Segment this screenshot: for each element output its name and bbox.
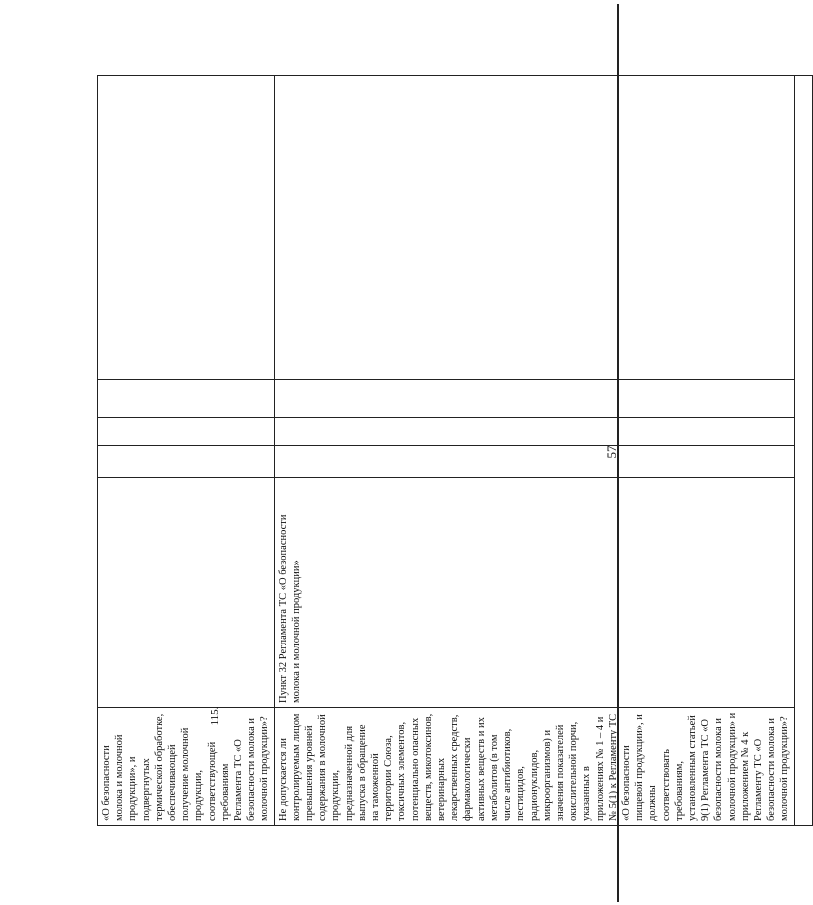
answer-na-cell (274, 380, 794, 418)
row-number-strip (794, 76, 812, 826)
answer-no-cell (274, 418, 794, 446)
question-text: «О безопасности молока и молочной продукции», и подвергнутых термической обработке, обеспечивающей получение молочной продукции, соответствующей требованиям Регламента ТС «О безопасности молока и молочной продукции»? (101, 713, 271, 821)
row-number-115: 115. (209, 706, 221, 726)
notes-cell (98, 76, 275, 380)
number-strip-cell (794, 76, 812, 826)
question-cell (98, 708, 275, 826)
answer-yes-cell (274, 446, 794, 478)
answer-no-cell (98, 418, 275, 446)
table-row-continuation (98, 76, 275, 826)
notes-cell (274, 76, 794, 380)
page-number: 57 (604, 445, 619, 459)
reference-cell (274, 478, 794, 708)
answer-na-cell (98, 380, 275, 418)
checklist-table (97, 75, 813, 826)
question-text: Не допускается ли контролируемым лицом превышения уровней содержания в молочной продукции, предназначенной для выпуска в обращение на таможенной территории Союза, токсичных элементов, потенциально опасных веществ, микотоксинов, ветеринарных лекарственных средств, фармакологически активных веществ и их метаболитов (в том числе антибиотиков, пестицидов, радионуклидов, микроорганизмов) и значения показателей окислительной порчи, указанных в приложениях № 1 – 4 и № 5(1) к Регламенту ТС «О безопасности пищевой продукции», и должны соответствовать требованиям, установленным статьей 9(1) Регламента ТС «О безопасности молока и молочной продукции» и приложением № 4 к Регламенту ТС «О безопасности молока и молочной продукции»? (277, 712, 791, 821)
reference-text: Пункт 32 Регламента ТС «О безопасности молока и молочной продукции» (277, 514, 302, 703)
question-cell (274, 708, 794, 826)
reference-cell (98, 478, 275, 708)
answer-yes-cell (98, 446, 275, 478)
table-row-115 (274, 76, 794, 826)
